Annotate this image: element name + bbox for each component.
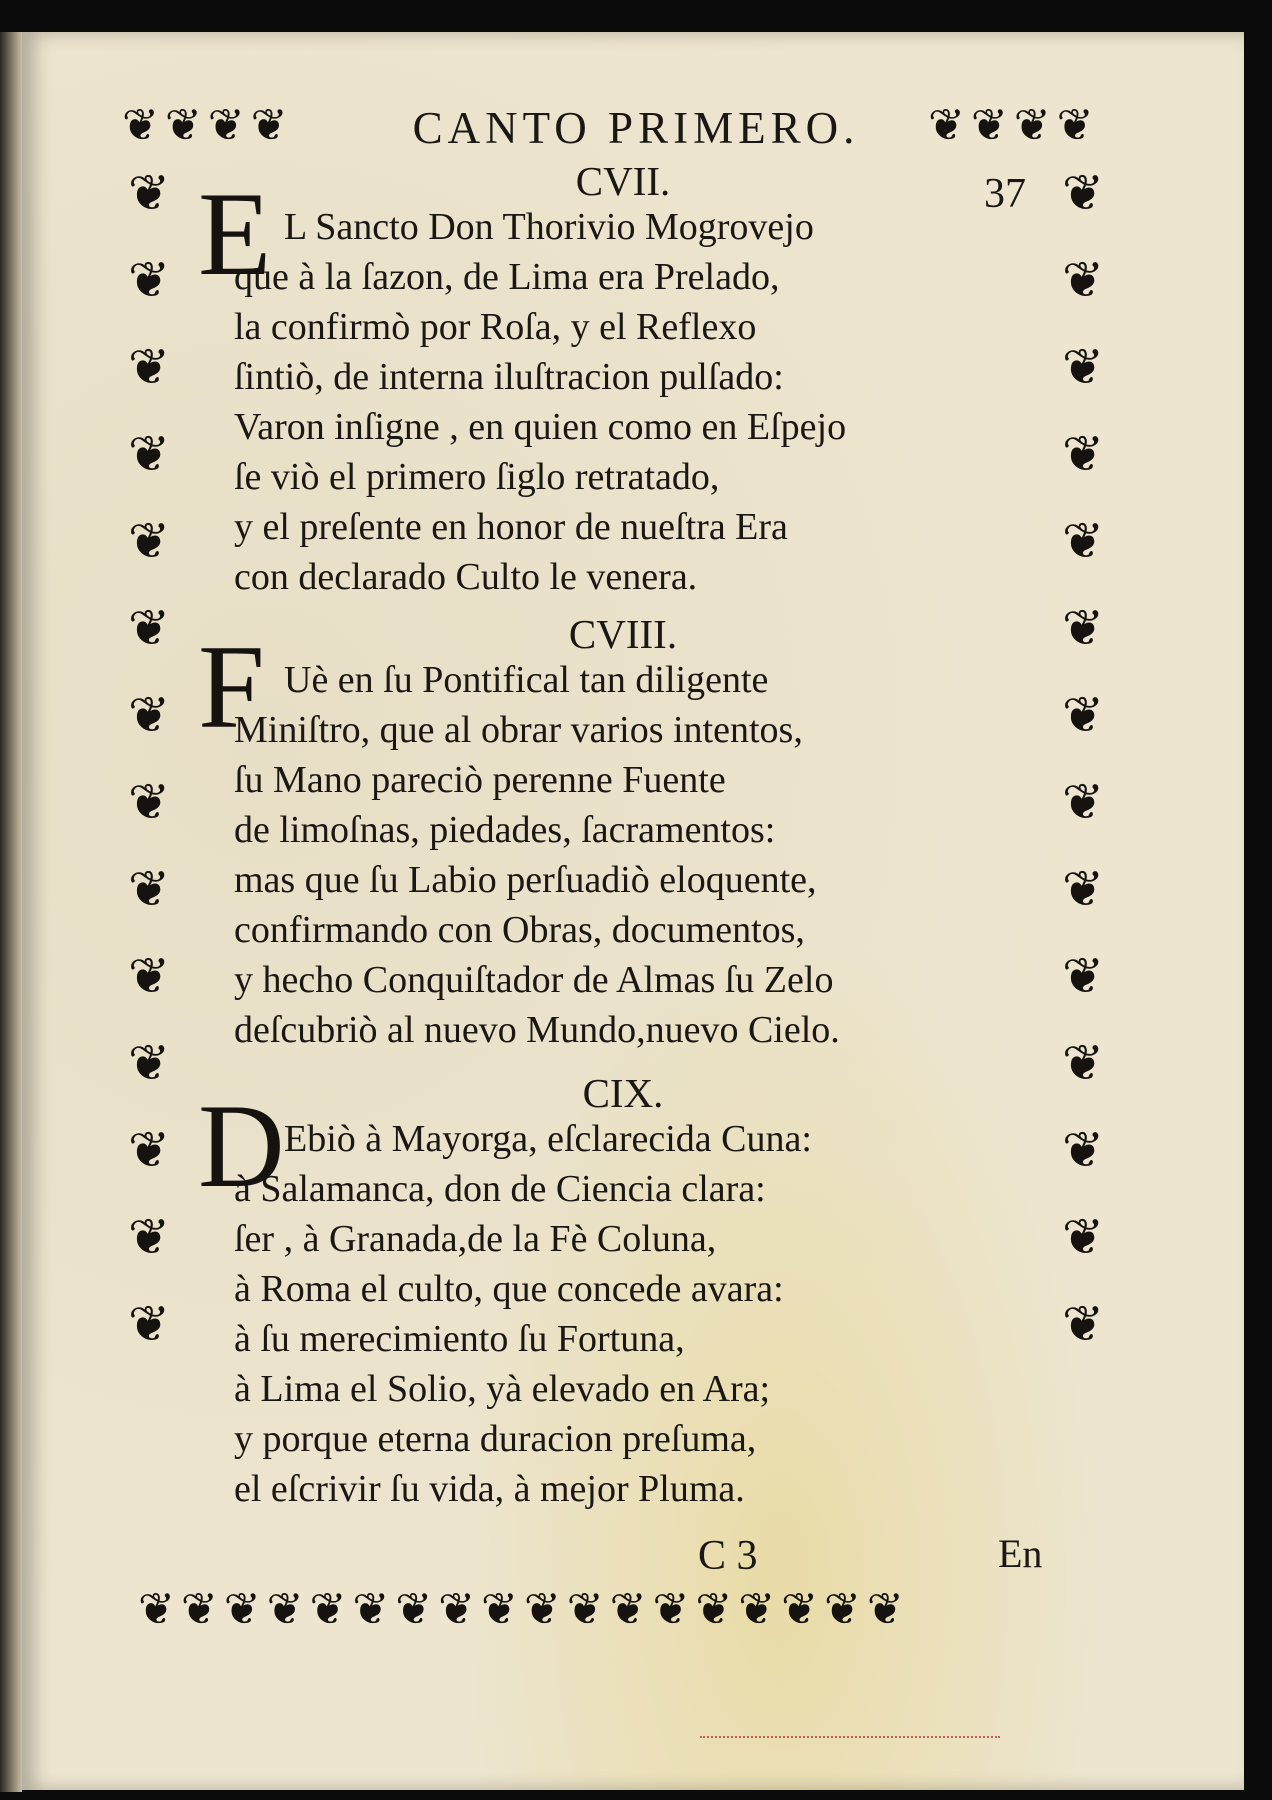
- bottom-ornament-row: [138, 1584, 904, 1635]
- verse-line: L Sancto Don Thorivio Mogrovejo: [284, 206, 814, 248]
- verse-line: ſu Mano pareciò perenne Fuente: [234, 759, 726, 801]
- fleuron-icon: ❦: [128, 338, 170, 396]
- fleuron-icon: ❦: [1062, 860, 1104, 918]
- fleuron-icon: ❦: [824, 1584, 861, 1635]
- running-title: CANTO PRIMERO.: [412, 103, 860, 153]
- stanza-cvii: [198, 160, 978, 602]
- fleuron-icon: ❦: [128, 251, 170, 309]
- verse-line: el eſcrivir ſu vida, à mejor Pluma.: [234, 1468, 745, 1510]
- verse-line: y porque eterna duracion preſuma,: [234, 1418, 757, 1460]
- fleuron-icon: ❦: [1062, 686, 1104, 744]
- fleuron-icon: ❦: [128, 686, 170, 744]
- verse-line: à ſu merecimiento ſu Fortuna,: [234, 1318, 685, 1360]
- fleuron-icon: ❦: [128, 1295, 170, 1353]
- fleuron-icon: ❦: [866, 1584, 904, 1635]
- fleuron-icon: ❦: [438, 1584, 475, 1635]
- verse-line: Ebiò à Mayorga, eſclarecida Cuna:: [284, 1118, 812, 1160]
- fleuron-icon: ❦: [481, 1584, 518, 1635]
- fleuron-icon: ❦: [128, 1208, 170, 1266]
- verse-line: mas que ſu Labio perſuadiò eloquente,: [234, 859, 817, 901]
- verse-line: con declarado Culto le venera.: [234, 556, 698, 598]
- verse-lines: [198, 202, 978, 602]
- fleuron-icon: ❦: [1062, 1034, 1104, 1092]
- verse-line: à Lima el Solio, yà elevado en Ara;: [234, 1368, 771, 1410]
- fleuron-icon: ❦: [1062, 425, 1104, 483]
- right-ornament-column: [1062, 164, 1104, 1386]
- book-spine-edge: [0, 32, 22, 1792]
- fleuron-icon: ❦: [128, 1034, 170, 1092]
- fleuron-icon: ❦: [1062, 512, 1104, 570]
- left-ornament-column: [128, 164, 170, 1386]
- fleuron-icon: ❦: [1062, 599, 1104, 657]
- verse-lines: [198, 1114, 978, 1514]
- drop-cap-initial: F: [198, 620, 265, 753]
- verse-line: Varon inſigne , en quien como en Eſpejo: [234, 406, 847, 448]
- fleuron-icon: ❦: [128, 599, 170, 657]
- fleuron-icon: ❦: [738, 1584, 776, 1635]
- stanza-cix: [198, 1072, 978, 1514]
- fleuron-icon: ❦: [1062, 1295, 1104, 1353]
- stanza-number: CVIII.: [568, 611, 678, 657]
- verse-line: Miniſtro, que al obrar varios intentos,: [234, 709, 803, 751]
- fleuron-icon: ❦: [1062, 773, 1104, 831]
- verse-line: ſe viò el primero ſiglo retratado,: [234, 456, 720, 498]
- verse-line: à Roma el culto, que concede avara:: [234, 1268, 784, 1310]
- fleuron-icon: ❦: [128, 425, 170, 483]
- verse-line: de limoſnas, piedades, ſacramentos:: [234, 809, 776, 851]
- verse-line: Uè en ſu Pontifical tan diligente: [284, 659, 769, 701]
- drop-cap-initial: D: [198, 1079, 285, 1212]
- verse-line: y el preſente en honor de nueſtra Era: [234, 506, 788, 548]
- fleuron-icon: ❦: [1062, 251, 1104, 309]
- fleuron-icon: ❦: [122, 100, 159, 151]
- fleuron-icon: ❦: [928, 100, 965, 151]
- fleuron-icon: ❦: [1013, 100, 1051, 151]
- fleuron-icon: ❦: [1062, 164, 1104, 222]
- fleuron-icon: ❦: [695, 1584, 733, 1635]
- fleuron-icon: ❦: [523, 1584, 561, 1635]
- verse-line: que à la ſazon, de Lima era Prelado,: [234, 256, 780, 298]
- verse-line: à Salamanca, don de Ciencia clara:: [234, 1168, 766, 1210]
- verse-line: deſcubriò al nuevo Mundo,nuevo Cielo.: [234, 1009, 840, 1051]
- fleuron-icon: ❦: [266, 1584, 304, 1635]
- stanza-cviii: [198, 613, 978, 1055]
- stanza-number: CIX.: [582, 1070, 664, 1116]
- verse-line: y hecho Conquiſtador de Almas ſu Zelo: [234, 959, 834, 1001]
- fleuron-icon: ❦: [128, 164, 170, 222]
- verse-line: la confirmò por Roſa, y el Reflexo: [234, 306, 757, 348]
- fleuron-icon: ❦: [652, 1584, 690, 1635]
- fleuron-icon: ❦: [1062, 947, 1104, 1005]
- fleuron-icon: ❦: [1062, 338, 1104, 396]
- fleuron-icon: ❦: [138, 1584, 175, 1635]
- verse-line: ſer , à Granada,de la Fè Coluna,: [234, 1218, 717, 1260]
- verse-line: ſintiò, de interna iluſtracion pulſado:: [234, 356, 784, 398]
- fleuron-icon: ❦: [180, 1584, 218, 1635]
- library-stamp-trace: [700, 1736, 1000, 1740]
- fleuron-icon: ❦: [566, 1584, 604, 1635]
- fleuron-icon: ❦: [1056, 100, 1094, 151]
- stanza-number: CVII.: [575, 158, 671, 204]
- catchword: En: [998, 1531, 1043, 1576]
- fleuron-icon: ❦: [309, 1584, 347, 1635]
- fleuron-icon: ❦: [352, 1584, 390, 1635]
- fleuron-icon: ❦: [1062, 1121, 1104, 1179]
- fleuron-icon: ❦: [207, 100, 245, 151]
- fleuron-icon: ❦: [781, 1584, 818, 1635]
- fleuron-icon: ❦: [128, 512, 170, 570]
- fleuron-icon: ❦: [970, 100, 1008, 151]
- fleuron-icon: ❦: [164, 100, 202, 151]
- fleuron-icon: ❦: [128, 860, 170, 918]
- drop-cap-initial: E: [198, 167, 272, 300]
- fleuron-icon: ❦: [223, 1584, 261, 1635]
- page-number: 37: [984, 171, 1026, 217]
- fleuron-icon: ❦: [128, 947, 170, 1005]
- verse-line: confirmando con Obras, documentos,: [234, 909, 805, 951]
- fleuron-icon: ❦: [609, 1584, 647, 1635]
- fleuron-icon: ❦: [128, 1121, 170, 1179]
- fleuron-icon: ❦: [128, 773, 170, 831]
- verse-lines: [198, 655, 978, 1055]
- fleuron-icon: ❦: [395, 1584, 433, 1635]
- signature-mark: C 3: [698, 1533, 758, 1579]
- fleuron-icon: ❦: [250, 100, 288, 151]
- fleuron-icon: ❦: [1062, 1208, 1104, 1266]
